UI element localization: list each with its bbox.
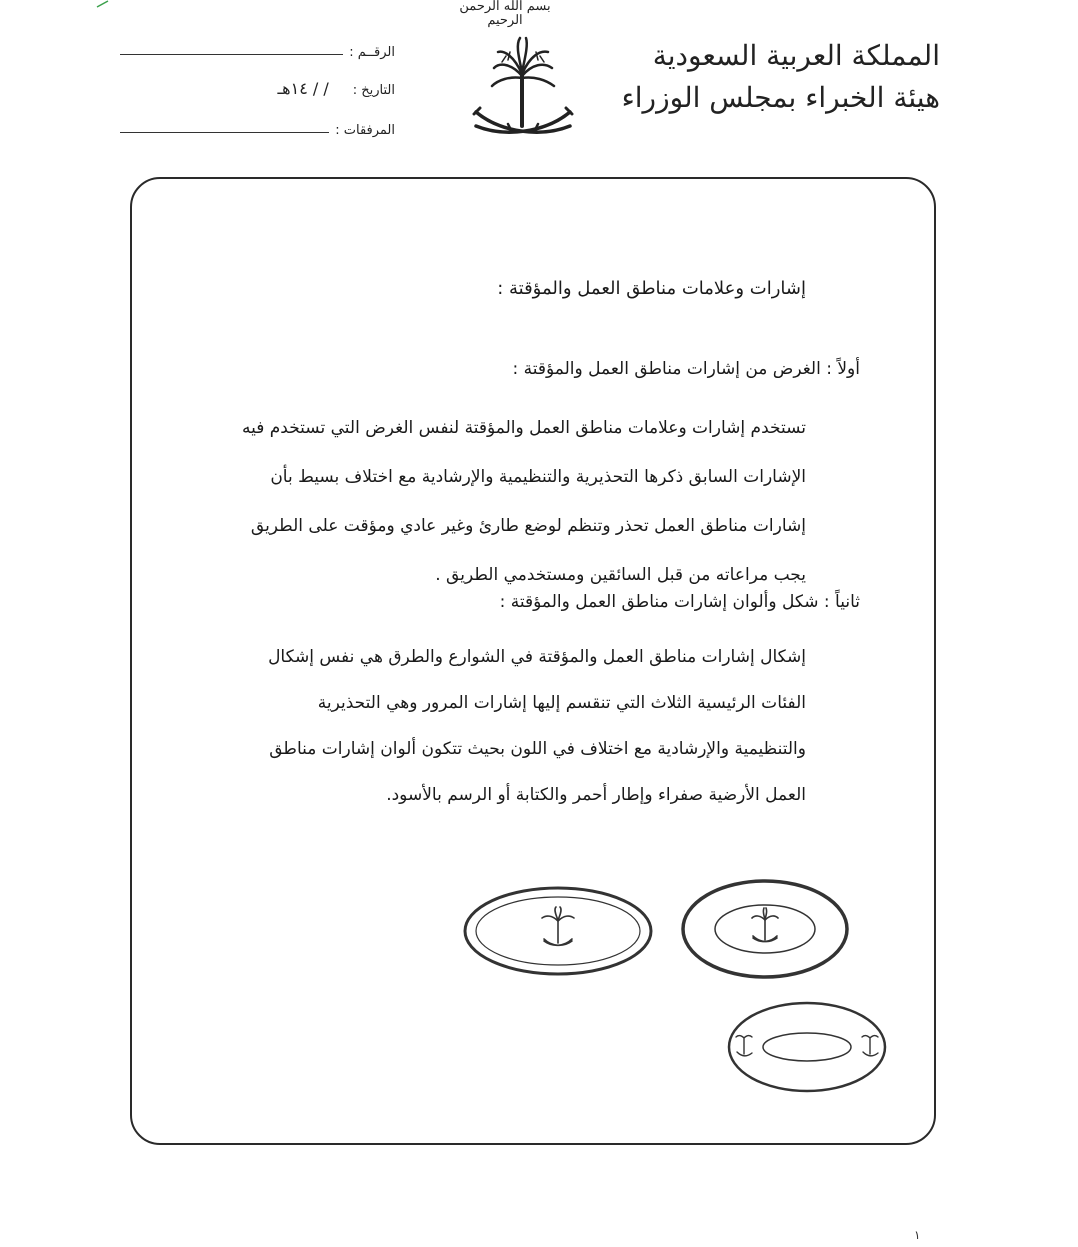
section-1-heading: أولاً : الغرض من إشارات مناطق العمل والمؤقتة : bbox=[512, 359, 860, 379]
section-1-line: إشارات مناطق العمل تحذر وتنظم لوضع طارئ وغير عادي ومؤقت على الطريق bbox=[250, 516, 806, 536]
date-value: / / ١٤هـ bbox=[277, 79, 329, 98]
attachments-line bbox=[120, 120, 329, 133]
secretariat-general-stamp bbox=[680, 878, 850, 980]
basmala: بسم الله الرحمن الرحيم bbox=[459, 0, 551, 28]
letterhead-org-subname: هيئة الخبراء بمجلس الوزراء bbox=[621, 81, 940, 114]
attachments-row bbox=[120, 114, 395, 138]
section-1-paragraph bbox=[158, 404, 806, 600]
section-1-line: الإشارات السابق ذكرها التحذيرية والتنظيمية والإرشادية مع اختلاف بسيط بأن bbox=[270, 467, 806, 487]
reference-number-label: الرقــم : bbox=[349, 45, 395, 60]
section-2-heading: ثانياً : شكل وألوان إشارات مناطق العمل والمؤقتة : bbox=[499, 592, 860, 612]
palm-swords-emblem bbox=[470, 34, 576, 152]
date-row bbox=[120, 74, 395, 98]
section-1-line: يجب مراعاته من قبل السائقين ومستخدمي الطريق . bbox=[435, 565, 806, 585]
section-2-line: والتنظيمية والإرشادية مع اختلاف في اللون بحيث تتكون ألوان إشارات مناطق bbox=[269, 739, 806, 759]
certified-copy-stamp bbox=[726, 1000, 888, 1094]
reference-number-row bbox=[120, 36, 395, 60]
section-2-line: العمل الأرضية صفراء وإطار أحمر والكتابة أو الرسم بالأسود. bbox=[386, 785, 806, 805]
section-2-line: الفئات الرئيسية الثلاث التي تنقسم إليها إشارات المرور وهي التحذيرية bbox=[317, 693, 806, 713]
corner-mark bbox=[96, 0, 110, 8]
reference-number-line bbox=[120, 42, 343, 55]
letterhead-org-name: المملكة العربية السعودية bbox=[652, 39, 940, 72]
document-title: إشارات وعلامات مناطق العمل والمؤقتة : bbox=[497, 278, 806, 299]
page-number: ١ bbox=[914, 1228, 921, 1242]
section-2-line: إشكال إشارات مناطق العمل والمؤقتة في الشوارع والطرق هي نفس إشكال bbox=[268, 647, 806, 667]
experts-commission-stamp bbox=[462, 885, 654, 977]
date-label: التاريخ : bbox=[352, 83, 395, 98]
attachments-label: المرفقات : bbox=[335, 123, 395, 138]
section-2-paragraph bbox=[158, 634, 806, 818]
section-1-line: تستخدم إشارات وعلامات مناطق العمل والمؤقتة لنفس الغرض التي تستخدم فيه bbox=[241, 418, 806, 438]
